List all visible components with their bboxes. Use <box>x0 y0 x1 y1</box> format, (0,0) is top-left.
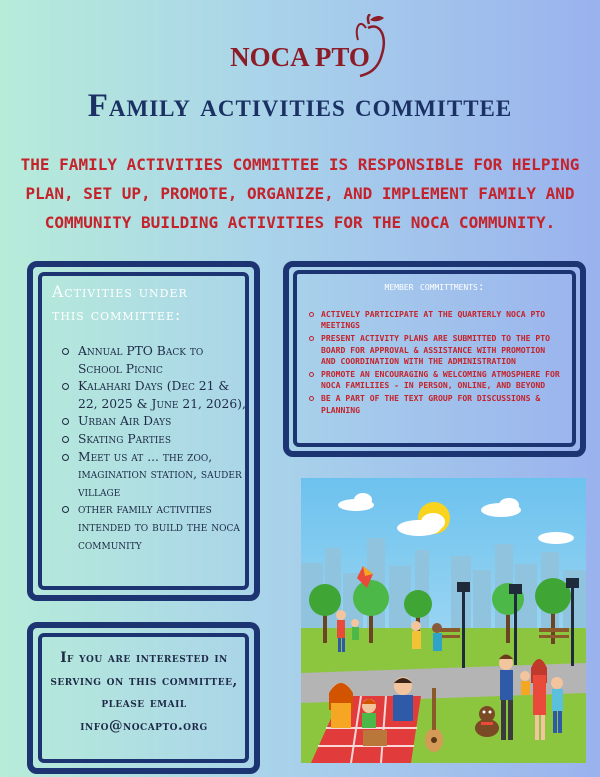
list-item: Skating Parties <box>56 431 246 449</box>
commitments-list <box>306 309 564 418</box>
commitments-title: member committments: <box>384 280 485 293</box>
activities-title <box>52 281 242 327</box>
list-item: BE A PART OF THE TEXT GROUP FOR DISCUSSIONS & PLANNING <box>306 393 564 415</box>
activities-list <box>56 343 246 554</box>
list-item: Urban Air Days <box>56 413 246 431</box>
interest-text: If you are interested in serving on this committee, please email info@nocapto.org <box>50 650 238 734</box>
list-item: Annual PTO Back to School Picnic <box>56 343 246 378</box>
list-item: other family activities intended to build the noca community <box>56 501 246 554</box>
page-title: Family activities committee <box>87 88 513 124</box>
list-item: ACTIVELY PARTICIPATE AT THE QUARTERLY NOCA PTO MEETINGS <box>306 309 564 331</box>
list-item: Meet us at ... the zoo, imagination station, sauder village <box>56 449 246 502</box>
activities-title-line1: Activities under <box>52 283 188 301</box>
list-item: PROMOTE AN ENCOURAGING & WELCOMING ATMOSPHERE FOR NOCA FAMILIIES - IN PERSON, ONLINE, AND BEYOND <box>306 369 564 391</box>
logo-text: NOCA PTO <box>230 42 370 72</box>
intro-text: THE FAMILY ACTIVITIES COMMITTEE IS RESPONSIBLE FOR HELPING PLAN, SET UP, PROMOTE, ORGANIZE, AND IMPLEMENT FAMILY AND COMMUNITY BUILDING ACTIVITIES FOR THE NOCA COMMUNITY. <box>20 155 580 232</box>
list-item: Kalahari Days (Dec 21 & 22, 2025 & June 21, 2026), <box>56 378 246 413</box>
list-item: PRESENT ACTIVITY PLANS ARE SUBMITTED TO THE PTO BOARD FOR APPROVAL & ASSISTANCE WITH PROMOTION AND COORDINATION WITH THE ADMINISTRATION <box>306 333 564 367</box>
park-family-illustration <box>301 478 586 763</box>
activities-title-line2: this committee: <box>52 306 182 324</box>
logo <box>0 8 600 74</box>
